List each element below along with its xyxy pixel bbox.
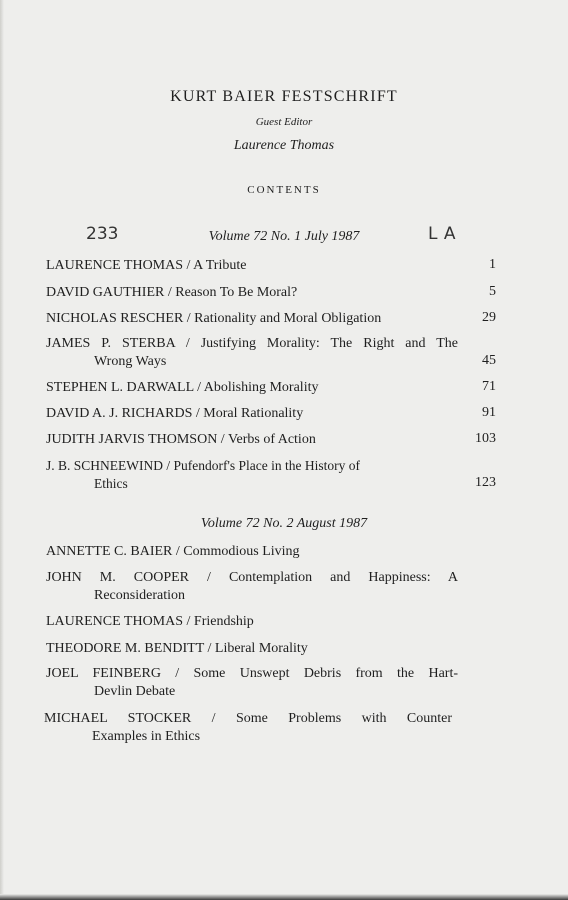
entry-text-continued: Examples in Ethics bbox=[92, 729, 201, 744]
page-number: 29 bbox=[482, 310, 496, 325]
entry-text: LAURENCE THOMAS / A Tribute bbox=[46, 258, 247, 273]
entry-text-continued: Reconsideration bbox=[94, 588, 185, 603]
entry-text: ANNETTE C. BAIER / Commodious Living bbox=[46, 544, 300, 559]
toc-entry bbox=[46, 335, 458, 371]
toc-entry bbox=[46, 431, 458, 449]
page-number: 71 bbox=[482, 379, 496, 394]
page-number: 123 bbox=[475, 475, 496, 490]
toc-entry bbox=[44, 710, 452, 746]
festschrift-title: KURT BAIER FESTSCHRIFT bbox=[170, 88, 398, 105]
page-number: 5 bbox=[489, 284, 496, 299]
page-number: 91 bbox=[482, 405, 496, 420]
entry-text: J. B. SCHNEEWIND / Pufendorf's Place in the History of bbox=[46, 458, 361, 473]
toc-entry bbox=[46, 405, 458, 423]
page-bottom-edge bbox=[0, 894, 568, 900]
volume-heading-2: Volume 72 No. 2 August 1987 bbox=[200, 516, 368, 531]
entry-text: NICHOLAS RESCHER / Rationality and Moral Obligation bbox=[46, 311, 382, 326]
toc-entry bbox=[46, 665, 458, 701]
toc-entry bbox=[46, 543, 458, 561]
entry-text: STEPHEN L. DARWALL / Abolishing Morality bbox=[46, 380, 319, 395]
entry-text: THEODORE M. BENDITT / Liberal Morality bbox=[46, 641, 308, 656]
entry-text: DAVID A. J. RICHARDS / Moral Rationality bbox=[46, 406, 304, 421]
contents-heading: CONTENTS bbox=[247, 184, 321, 196]
entry-text: JOEL FEINBERG / Some Unswept Debris from the Hart- bbox=[46, 666, 458, 681]
handwritten-initials: LA bbox=[428, 224, 462, 244]
page-number: 1 bbox=[489, 257, 496, 272]
entry-text: LAURENCE THOMAS / Friendship bbox=[46, 614, 254, 629]
entry-text: JUDITH JARVIS THOMSON / Verbs of Action bbox=[46, 432, 316, 447]
toc-entry bbox=[46, 379, 458, 397]
entry-text: MICHAEL STOCKER / Some Problems with Counter bbox=[44, 711, 452, 726]
guest-editor-name: Laurence Thomas bbox=[233, 138, 335, 153]
entry-text: DAVID GAUTHIER / Reason To Be Moral? bbox=[46, 285, 298, 300]
toc-entry bbox=[46, 457, 458, 493]
entry-text: JOHN M. COOPER / Contemplation and Happiness: A bbox=[46, 570, 458, 585]
handwritten-number: 233 bbox=[86, 224, 119, 244]
toc-entry bbox=[46, 310, 458, 328]
page-edge-shadow bbox=[0, 0, 4, 900]
toc-entry bbox=[46, 284, 458, 302]
page-number: 103 bbox=[475, 431, 496, 446]
entry-text-continued: Devlin Debate bbox=[94, 684, 176, 699]
entry-text-continued: Wrong Ways bbox=[94, 354, 167, 369]
guest-editor-label: Guest Editor bbox=[255, 116, 313, 128]
toc-entry bbox=[46, 569, 458, 605]
toc-entry bbox=[46, 613, 458, 631]
entry-text-continued: Ethics bbox=[94, 476, 128, 491]
page-number: 45 bbox=[482, 353, 496, 368]
entry-text: JAMES P. STERBA / Justifying Morality: The Right and The bbox=[46, 336, 458, 351]
toc-entry bbox=[46, 257, 458, 275]
volume-heading-1: Volume 72 No. 1 July 1987 bbox=[208, 229, 360, 244]
toc-entry bbox=[46, 640, 458, 658]
